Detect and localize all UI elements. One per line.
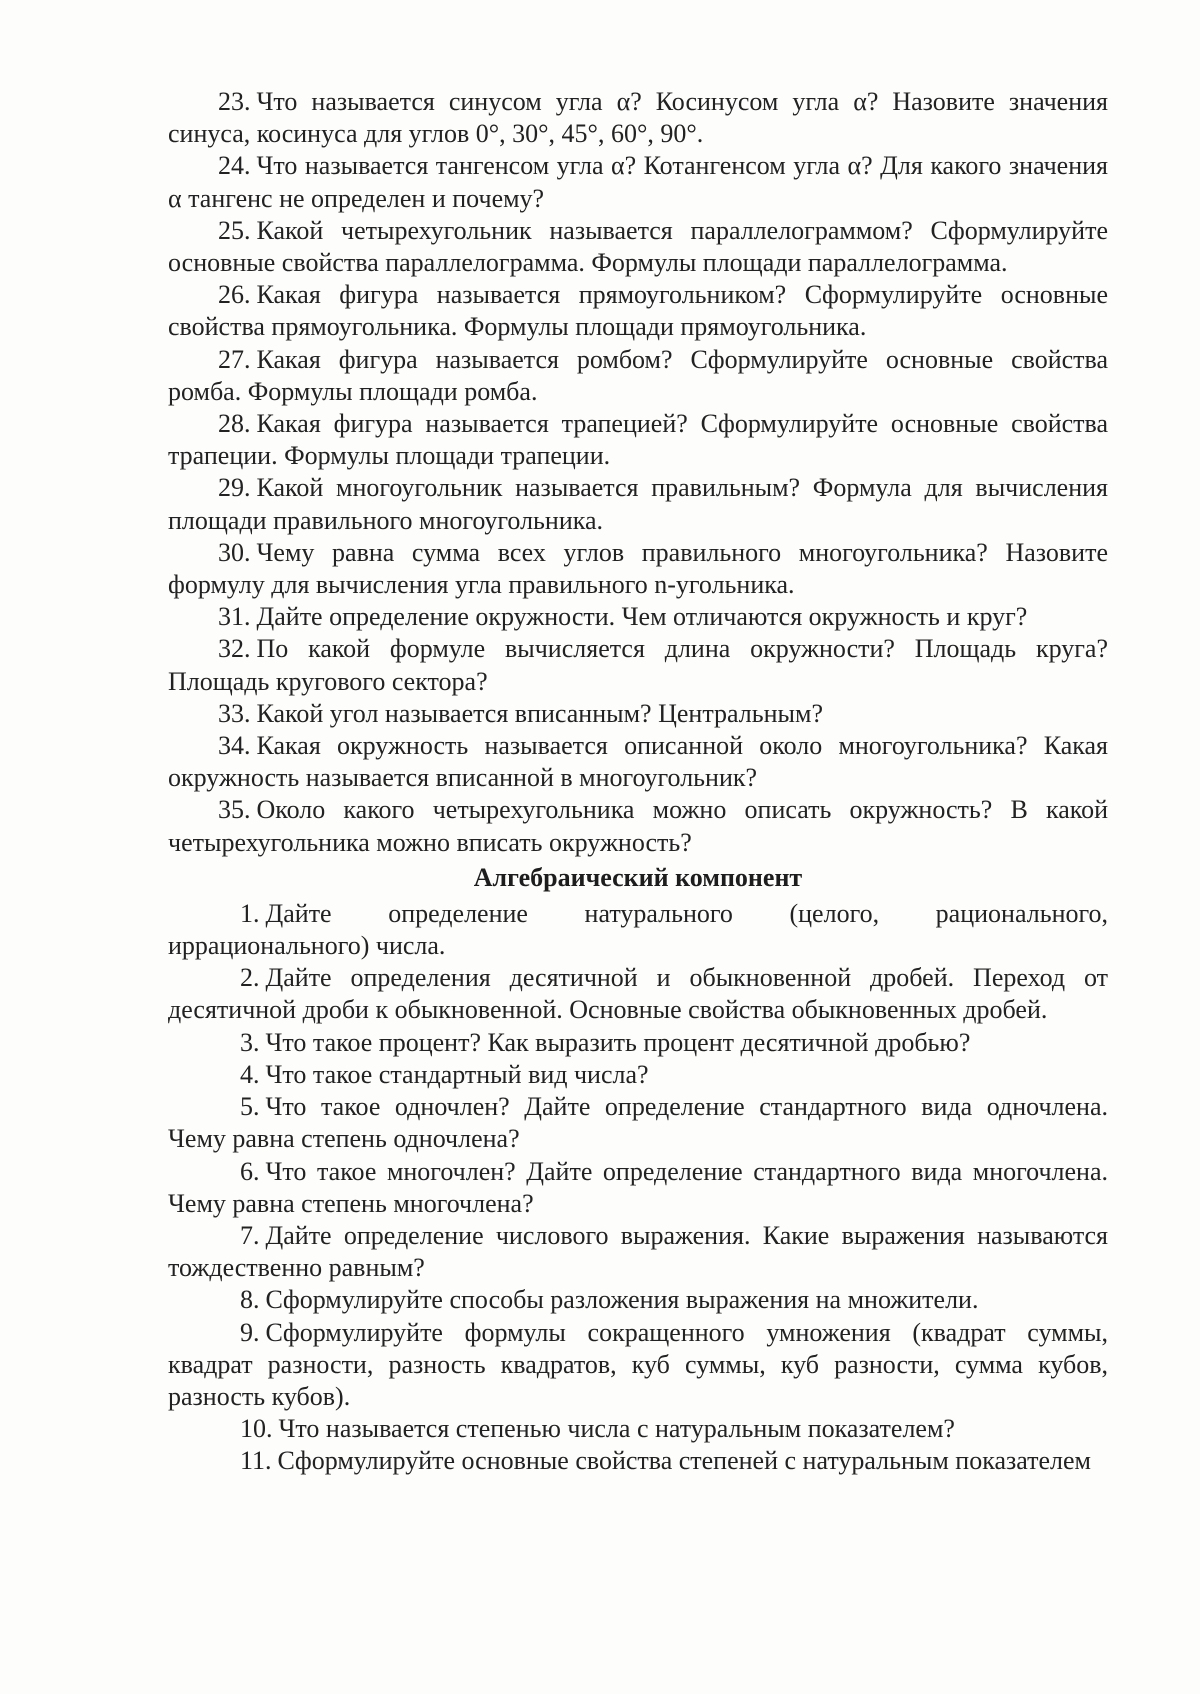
question-text: Какой угол называется вписанным? Центральным? [256,698,823,728]
section-heading: Алгебраический компонент [473,862,803,892]
geometry-question-list [168,86,1108,859]
question-item [168,1284,1108,1316]
question-number: 34. [218,731,251,761]
question-text: По какой формуле вычисляется длина окружности? Площадь круга? Площадь кругового сектора? [168,634,1108,696]
question-number: 25. [218,215,251,245]
question-item [168,344,1108,408]
question-item [168,633,1108,697]
question-number: 23. [218,87,251,116]
question-number: 29. [218,473,251,503]
algebra-question-list [168,898,1108,1478]
question-item [168,150,1108,214]
question-number: 30. [218,537,251,567]
question-text: Что называется тангенсом угла α? Котангенсом угла α? Для какого значения α тангенс не определен и почему? [168,151,1108,213]
question-item [168,601,1108,633]
question-number: 10. [240,1414,273,1444]
question-item [168,1220,1108,1284]
question-item [168,1091,1108,1155]
question-item [168,215,1108,279]
question-item [168,698,1108,730]
question-text: Какая окружность называется описанной около многоугольника? Какая окружность называется вписанной в многоугольник? [168,731,1108,793]
document-content [168,86,1108,1478]
question-number: 1. [240,898,260,928]
question-text: Что такое многочлен? Дайте определение стандартного вида многочлена. Чему равна степень многочлена? [168,1156,1108,1218]
question-text: Дайте определение натурального (целого, рационального, иррационального) числа. [168,898,1108,961]
question-number: 5. [240,1092,260,1122]
question-number: 7. [240,1220,260,1250]
question-number: 24. [218,151,251,181]
question-text: Около какого четырехугольника можно описать окружность? В какой четырехугольника можно вписать окружность? [168,795,1108,857]
question-text: Дайте определение числового выражения. Какие выражения называются тождественно равным? [168,1220,1108,1283]
question-item [168,1059,1108,1091]
question-number: 3. [240,1027,260,1057]
question-number: 6. [240,1156,260,1186]
question-text: Какая фигура называется трапецией? Сформулируйте основные свойства трапеции. Формулы площади трапеции. [168,409,1108,471]
question-number: 31. [218,602,251,632]
question-text: Что такое процент? Как выразить процент десятичной дробью? [265,1027,971,1057]
question-text: Чему равна сумма всех углов правильного многоугольника? Назовите формулу для вычисления угла правильного n-угольника. [168,537,1108,600]
question-number: 32. [218,634,251,664]
question-item [168,1156,1108,1220]
question-number: 28. [218,409,251,439]
question-text: Сформулируйте формулы сокращенного умножения (квадрат суммы, квадрат разности, разность квадратов, куб суммы, куб разности, сумма кубов, разность кубов). [168,1317,1108,1411]
question-item [168,962,1108,1026]
question-number: 9. [240,1317,260,1347]
question-item [168,537,1108,601]
question-text: Что такое стандартный вид числа? [265,1059,649,1089]
question-number: 26. [218,280,251,310]
question-item [168,1445,1108,1477]
question-item [168,472,1108,536]
question-text: Какая фигура называется ромбом? Сформулируйте основные свойства ромба. Формулы площади ромба. [168,344,1108,406]
question-number: 35. [218,795,251,825]
question-text: Что называется синусом угла α? Косинусом угла α? Назовите значения синуса, косинуса для углов 0°, 30°, 45°, 60°, 90°. [168,87,1108,149]
question-item [168,898,1108,962]
question-item [168,1027,1108,1059]
question-number: 11. [240,1446,272,1476]
question-item [168,794,1108,858]
question-text: Какой многоугольник называется правильным? Формула для вычисления площади правильного многоугольника. [168,473,1108,535]
question-text: Дайте определения десятичной и обыкновенной дробей. Переход от десятичной дроби к обыкновенной. Основные свойства обыкновенных дробей. [168,963,1108,1025]
question-text: Сформулируйте основные свойства степеней с натуральным показателем [277,1446,1091,1476]
question-item [168,408,1108,472]
question-item [168,86,1108,150]
question-number: 8. [240,1285,260,1315]
question-text: Что называется степенью числа с натуральным показателем? [278,1414,955,1444]
question-text: Дайте определение окружности. Чем отличаются окружность и круг? [256,602,1028,632]
question-text: Какая фигура называется прямоугольником? Сформулируйте основные свойства прямоугольника. Формулы площади прямоугольника. [168,280,1108,342]
question-text: Что такое одночлен? Дайте определение стандартного вида одночлена. Чему равна степень одночлена? [168,1092,1108,1154]
question-number: 33. [218,698,251,728]
question-text: Какой четырехугольник называется параллелограммом? Сформулируйте основные свойства параллелограмма. Формулы площади параллелограмма. [168,215,1108,278]
question-number: 27. [218,344,251,374]
question-item [168,730,1108,794]
question-item [168,279,1108,343]
question-number: 4. [240,1059,260,1089]
question-item [168,1317,1108,1414]
question-text: Сформулируйте способы разложения выражения на множители. [265,1285,979,1315]
question-item [168,1413,1108,1445]
question-number: 2. [240,963,260,993]
